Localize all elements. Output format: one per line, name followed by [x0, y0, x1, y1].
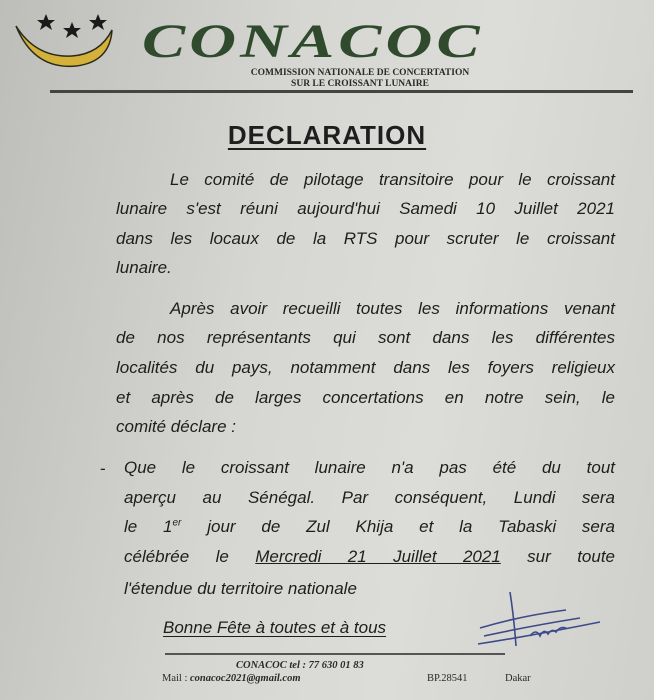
p1-line: lunaire.: [116, 258, 172, 277]
footer-bp: BP.28541: [427, 673, 468, 684]
footer-mail: [162, 673, 301, 684]
bullet-line: [124, 517, 615, 537]
document-title: DECLARATION: [227, 120, 427, 150]
p1-line: Le comité de pilotage transitoire pour le croissant: [170, 170, 615, 189]
p1-line: dans les locaux de la RTS pour scruter le croissant: [116, 229, 615, 248]
p2-line: et après de larges concertations en notre sein, le: [116, 388, 615, 407]
footer-contact: CONACOC tel : 77 630 01 83: [236, 660, 364, 671]
p1-line: lunaire s'est réuni aujourd'hui Samedi 10 Juillet 2021: [116, 199, 615, 218]
p2-line: Après avoir recueilli toutes les informations venant: [170, 299, 615, 318]
date-underlined: Mercredi 21 Juillet 2021: [255, 547, 501, 566]
header-rule: [50, 90, 633, 93]
mail-label: Mail :: [162, 673, 190, 684]
brand-name: CONACOC: [142, 15, 484, 68]
closing-greeting: Bonne Fête à toutes et à tous: [163, 618, 387, 637]
p2-line: comité déclare :: [116, 417, 236, 436]
bullet-marker: -: [100, 459, 106, 478]
subtitle-line1: COMMISSION NATIONALE DE CONCERTATION: [250, 68, 470, 78]
mail-address: conacoc2021@gmail.com: [190, 673, 301, 684]
subtitle-line2: SUR LE CROISSANT LUNAIRE: [291, 79, 429, 89]
bullet-line: [124, 547, 615, 567]
bullet-text: jour de Zul Khija et la Tabaski sera: [181, 517, 615, 536]
ordinal-sup: er: [172, 517, 182, 529]
bullet-text: célébrée le: [124, 547, 256, 566]
p2-line: de nos représentants qui sont dans les différentes: [116, 328, 615, 347]
bullet-text: le 1: [124, 517, 173, 536]
bullet-line: aperçu au Sénégal. Par conséquent, Lundi sera: [124, 488, 615, 507]
bullet-line: Que le croissant lunaire n'a pas été du tout: [124, 458, 615, 477]
p2-line: localités du pays, notamment dans les foyers religieux: [116, 358, 615, 377]
footer-city: Dakar: [505, 673, 531, 684]
signature: [470, 588, 610, 652]
bullet-line: l'étendue du territoire nationale: [124, 579, 357, 598]
bullet-text: sur toute: [500, 547, 616, 566]
crescent-stars-logo: [14, 8, 126, 68]
footer-rule: [165, 653, 505, 655]
